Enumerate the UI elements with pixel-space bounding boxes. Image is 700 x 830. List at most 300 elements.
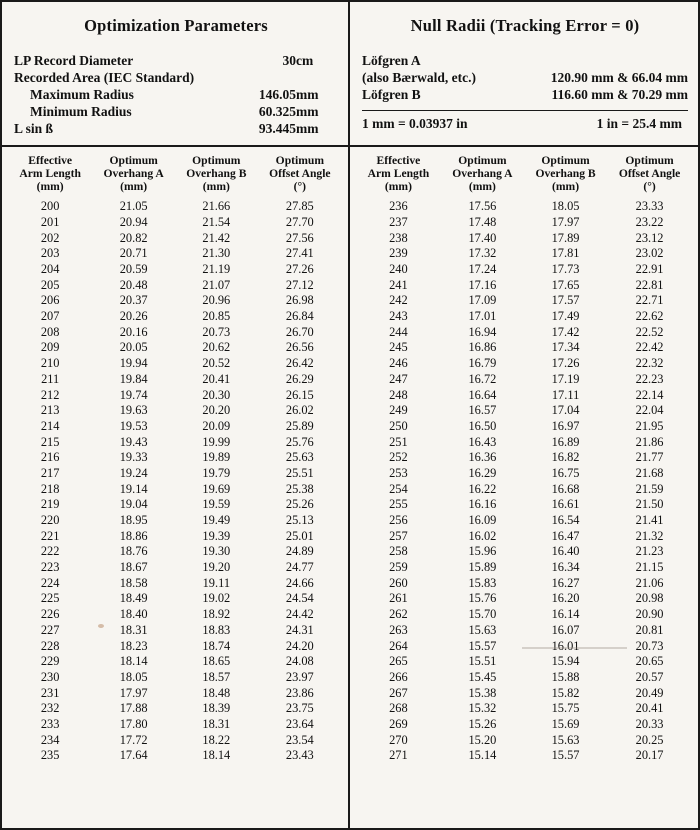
optimization-parameters-title: Optimization Parameters — [84, 16, 268, 35]
cell-offset-angle: 23.97 — [285, 669, 314, 684]
table-row — [8, 356, 342, 372]
table-row — [8, 466, 342, 482]
cell-overhang-b: 19.30 — [202, 544, 231, 559]
param-row — [14, 86, 338, 103]
table-row — [356, 717, 692, 733]
cell-offset-angle: 23.75 — [285, 701, 314, 716]
cell-overhang-b: 20.20 — [202, 403, 231, 418]
cell-arm-length: 217 — [40, 465, 60, 480]
cell-overhang-a: 17.64 — [119, 748, 148, 763]
cell-offset-angle: 21.95 — [635, 418, 664, 433]
table-row — [8, 623, 342, 639]
header-unit: (mm) — [384, 179, 412, 193]
cell-arm-length: 240 — [389, 262, 408, 277]
cell-overhang-a: 17.16 — [468, 277, 497, 292]
cell-arm-length: 222 — [40, 544, 60, 559]
cell-overhang-a: 15.45 — [468, 669, 497, 684]
cell-arm-length: 236 — [389, 199, 408, 214]
cell-overhang-b: 18.74 — [202, 638, 231, 653]
table-row — [8, 215, 342, 231]
optimization-parameters-panel — [2, 2, 350, 145]
cell-arm-length: 245 — [389, 340, 408, 355]
table-row — [8, 497, 342, 513]
cell-arm-length: 208 — [40, 324, 60, 339]
cell-overhang-b: 17.81 — [551, 246, 580, 261]
cell-offset-angle: 22.23 — [635, 371, 664, 386]
cell-offset-angle: 22.04 — [635, 403, 664, 418]
cell-arm-length: 244 — [389, 324, 408, 339]
cell-offset-angle: 21.86 — [635, 434, 664, 449]
cell-arm-length: 226 — [40, 607, 60, 622]
cell-overhang-b: 18.48 — [202, 685, 231, 700]
cell-arm-length: 262 — [389, 607, 408, 622]
param-row — [14, 69, 338, 86]
param-label: Maximum Radius — [30, 86, 134, 102]
cell-offset-angle: 23.33 — [635, 199, 664, 214]
cell-overhang-a: 16.72 — [468, 371, 497, 386]
header-line1: Optimum — [109, 154, 158, 167]
table-row — [8, 324, 342, 340]
cell-offset-angle: 27.56 — [285, 230, 314, 245]
cell-overhang-a: 15.14 — [468, 748, 497, 763]
param-unit: mm — [296, 86, 319, 102]
cell-overhang-a: 17.40 — [468, 230, 497, 245]
cell-arm-length: 249 — [389, 403, 408, 418]
cell-offset-angle: 24.42 — [285, 607, 314, 622]
cell-arm-length: 248 — [389, 387, 408, 402]
cell-overhang-b: 21.42 — [202, 230, 231, 245]
table-row — [356, 324, 692, 340]
header-line2: Arm Length — [19, 166, 81, 180]
table-row — [8, 748, 342, 764]
cell-offset-angle: 26.70 — [285, 324, 314, 339]
param-value: 146.05 — [258, 86, 296, 102]
cell-overhang-a: 16.16 — [468, 497, 497, 512]
cell-arm-length: 220 — [40, 513, 60, 528]
cell-arm-length: 200 — [40, 199, 60, 214]
table-row — [356, 748, 692, 764]
null-value: 116.60 mm & 70.29 mm — [551, 86, 688, 102]
table-row — [8, 372, 342, 388]
cell-arm-length: 218 — [40, 481, 60, 496]
cell-overhang-a: 20.05 — [119, 340, 148, 355]
cell-offset-angle: 22.42 — [635, 340, 664, 355]
cell-arm-length: 202 — [40, 230, 60, 245]
cell-overhang-b: 21.19 — [202, 262, 231, 277]
cell-overhang-a: 15.63 — [468, 622, 497, 637]
cell-offset-angle: 25.38 — [285, 481, 314, 496]
cell-offset-angle: 26.29 — [285, 371, 314, 386]
cell-overhang-b: 21.54 — [202, 214, 231, 229]
cell-arm-length: 225 — [40, 591, 60, 606]
unit-conversion-row — [362, 110, 688, 132]
cell-overhang-a: 17.32 — [468, 246, 497, 261]
param-unit: mm — [296, 120, 319, 136]
cell-offset-angle: 22.81 — [635, 277, 664, 292]
param-label: LP Record Diameter — [14, 52, 134, 68]
cell-overhang-b: 19.02 — [202, 591, 231, 606]
table-row — [356, 309, 692, 325]
cell-overhang-b: 17.89 — [551, 230, 580, 245]
cell-overhang-a: 17.56 — [468, 199, 497, 214]
cell-offset-angle: 27.41 — [285, 246, 314, 261]
table-row — [8, 387, 342, 403]
cell-overhang-b: 16.97 — [551, 418, 580, 433]
header-line1: Optimum — [458, 154, 507, 167]
cell-overhang-b: 20.85 — [202, 309, 231, 324]
cell-arm-length: 214 — [40, 418, 60, 433]
table-row — [356, 513, 692, 529]
cell-arm-length: 250 — [389, 418, 408, 433]
header-overhang-a — [441, 153, 524, 199]
cell-overhang-b: 16.34 — [551, 560, 580, 575]
cell-arm-length: 243 — [389, 309, 408, 324]
cell-offset-angle: 20.25 — [635, 732, 664, 747]
header-overhang-b — [175, 153, 258, 199]
cell-offset-angle: 26.84 — [285, 309, 314, 324]
cell-offset-angle: 24.77 — [285, 560, 314, 575]
cell-arm-length: 210 — [40, 356, 60, 371]
param-unit — [296, 69, 338, 86]
cell-arm-length: 204 — [40, 262, 60, 277]
cell-overhang-a: 16.43 — [468, 434, 497, 449]
table-row — [356, 591, 692, 607]
cell-arm-length: 241 — [389, 277, 408, 292]
header-line2: Offset Angle — [269, 166, 331, 180]
table-row — [356, 701, 692, 717]
header-unit: (mm) — [468, 179, 496, 193]
cell-offset-angle: 20.17 — [635, 748, 664, 763]
table-row — [356, 293, 692, 309]
param-unit: cm — [296, 52, 314, 68]
data-column-left — [2, 147, 350, 828]
cell-offset-angle: 26.56 — [285, 340, 314, 355]
cell-arm-length: 260 — [389, 575, 408, 590]
paper-crease — [522, 647, 627, 649]
cell-offset-angle: 23.22 — [635, 214, 664, 229]
table-row — [356, 670, 692, 686]
cell-offset-angle: 24.89 — [285, 544, 314, 559]
cell-overhang-b: 15.94 — [551, 654, 580, 669]
table-row — [356, 528, 692, 544]
table-row — [356, 246, 692, 262]
table-row — [8, 450, 342, 466]
cell-overhang-b: 16.14 — [551, 607, 580, 622]
header-line1: Optimum — [275, 154, 324, 167]
table-row — [8, 340, 342, 356]
table-row — [8, 528, 342, 544]
cell-overhang-b: 18.14 — [202, 748, 231, 763]
cell-arm-length: 209 — [40, 340, 60, 355]
cell-overhang-a: 16.57 — [468, 403, 497, 418]
header-unit: (mm) — [36, 179, 64, 193]
header-effective-arm-length — [356, 153, 441, 199]
cell-offset-angle: 23.12 — [635, 230, 664, 245]
cell-overhang-b: 20.96 — [202, 293, 231, 308]
cell-overhang-b: 19.39 — [202, 528, 231, 543]
cell-offset-angle: 27.26 — [285, 262, 314, 277]
cell-overhang-b: 17.11 — [551, 387, 580, 402]
cell-overhang-b: 19.89 — [202, 450, 231, 465]
cell-overhang-b: 16.89 — [551, 434, 580, 449]
cell-overhang-a: 16.09 — [468, 513, 497, 528]
cell-overhang-a: 16.22 — [468, 481, 497, 496]
cell-overhang-b: 16.07 — [551, 622, 580, 637]
table-row — [8, 262, 342, 278]
table-row — [356, 450, 692, 466]
table-row — [8, 246, 342, 262]
table-row — [8, 293, 342, 309]
cell-overhang-b: 17.42 — [551, 324, 580, 339]
null-label: Löfgren B — [362, 86, 421, 102]
table-row — [8, 277, 342, 293]
cell-arm-length: 201 — [40, 214, 60, 229]
null-row — [362, 52, 688, 69]
cell-arm-length: 203 — [40, 246, 60, 261]
cell-overhang-b: 19.99 — [202, 434, 231, 449]
cell-offset-angle: 27.85 — [285, 199, 314, 214]
cell-overhang-a: 18.76 — [119, 544, 148, 559]
cell-overhang-a: 17.24 — [468, 262, 497, 277]
cell-overhang-b: 17.19 — [551, 371, 580, 386]
table-row — [356, 560, 692, 576]
header-line2: Arm Length — [367, 166, 430, 180]
cell-offset-angle: 23.02 — [635, 246, 664, 261]
cell-overhang-a: 15.76 — [468, 591, 497, 606]
header-overhang-b — [524, 153, 607, 199]
null-value — [510, 52, 688, 69]
cell-overhang-a: 18.23 — [119, 638, 148, 653]
param-value: 93.445 — [258, 120, 296, 136]
table-row — [356, 340, 692, 356]
cell-overhang-b: 15.69 — [551, 716, 580, 731]
header-line1: Optimum — [625, 154, 674, 167]
param-row — [14, 52, 338, 69]
cell-arm-length: 251 — [389, 434, 408, 449]
cell-overhang-b: 15.82 — [551, 685, 580, 700]
cell-offset-angle: 21.32 — [635, 528, 664, 543]
cell-offset-angle: 20.90 — [635, 607, 664, 622]
cell-overhang-b: 18.05 — [551, 199, 580, 214]
cell-overhang-b: 17.57 — [551, 293, 580, 308]
cell-overhang-b: 16.01 — [551, 638, 580, 653]
cell-overhang-b: 20.09 — [202, 418, 231, 433]
data-column-right — [350, 147, 698, 828]
cell-overhang-b: 19.69 — [202, 481, 231, 496]
cell-offset-angle: 22.32 — [635, 356, 664, 371]
cell-arm-length: 205 — [40, 277, 60, 292]
cell-overhang-a: 17.48 — [468, 214, 497, 229]
cell-arm-length: 247 — [389, 371, 408, 386]
header-unit: (mm) — [120, 179, 148, 193]
cell-offset-angle: 22.91 — [635, 262, 664, 277]
cell-arm-length: 271 — [389, 748, 408, 763]
cell-overhang-a: 18.31 — [119, 622, 148, 637]
cell-overhang-a: 15.20 — [468, 732, 497, 747]
cell-arm-length: 207 — [40, 309, 60, 324]
cell-offset-angle: 25.51 — [285, 465, 314, 480]
cell-offset-angle: 23.86 — [285, 685, 314, 700]
cell-overhang-b: 16.82 — [551, 450, 580, 465]
cell-arm-length: 231 — [40, 685, 60, 700]
cell-arm-length: 233 — [40, 716, 60, 731]
cell-overhang-a: 19.94 — [119, 356, 148, 371]
cell-overhang-a: 18.86 — [119, 528, 148, 543]
cell-arm-length: 256 — [389, 513, 408, 528]
cell-overhang-a: 19.84 — [119, 371, 148, 386]
cell-overhang-b: 20.73 — [202, 324, 231, 339]
cell-arm-length: 224 — [40, 575, 60, 590]
cell-overhang-b: 16.54 — [551, 513, 580, 528]
cell-overhang-a: 20.94 — [119, 214, 148, 229]
cell-offset-angle: 25.89 — [285, 418, 314, 433]
cell-overhang-a: 18.14 — [119, 654, 148, 669]
cell-offset-angle: 27.12 — [285, 277, 314, 292]
cell-overhang-b: 16.27 — [551, 575, 580, 590]
table-row — [8, 607, 342, 623]
cell-overhang-a: 19.04 — [119, 497, 148, 512]
cell-overhang-b: 15.57 — [551, 748, 580, 763]
cell-overhang-b: 21.66 — [202, 199, 231, 214]
cell-overhang-a: 17.01 — [468, 309, 497, 324]
table-row — [8, 717, 342, 733]
cell-offset-angle: 24.31 — [285, 622, 314, 637]
cell-overhang-a: 16.94 — [468, 324, 497, 339]
cell-overhang-a: 18.05 — [119, 669, 148, 684]
cell-overhang-a: 17.72 — [119, 732, 148, 747]
cell-overhang-a: 18.58 — [119, 575, 148, 590]
cell-overhang-b: 17.04 — [551, 403, 580, 418]
cell-overhang-a: 16.79 — [468, 356, 497, 371]
table-row — [8, 544, 342, 560]
table-row — [356, 215, 692, 231]
cell-overhang-b: 18.92 — [202, 607, 231, 622]
cell-arm-length: 227 — [40, 622, 60, 637]
cell-overhang-b: 19.79 — [202, 465, 231, 480]
cell-offset-angle: 25.01 — [285, 528, 314, 543]
cell-overhang-a: 20.48 — [119, 277, 148, 292]
cell-overhang-a: 16.29 — [468, 465, 497, 480]
cell-overhang-b: 17.34 — [551, 340, 580, 355]
cell-overhang-a: 20.82 — [119, 230, 148, 245]
cell-overhang-b: 20.52 — [202, 356, 231, 371]
cell-offset-angle: 21.15 — [635, 560, 664, 575]
table-row — [356, 497, 692, 513]
header-offset-angle — [607, 153, 692, 199]
table-row — [356, 387, 692, 403]
cell-offset-angle: 27.70 — [285, 214, 314, 229]
table-row — [8, 560, 342, 576]
cell-offset-angle: 25.76 — [285, 434, 314, 449]
header-line1: Effective — [376, 154, 421, 167]
cell-overhang-b: 17.97 — [551, 214, 580, 229]
cell-overhang-b: 17.73 — [551, 262, 580, 277]
cell-overhang-b: 18.65 — [202, 654, 231, 669]
cell-arm-length: 270 — [389, 732, 408, 747]
cell-arm-length: 264 — [389, 638, 408, 653]
cell-offset-angle: 20.65 — [635, 654, 664, 669]
cell-arm-length: 246 — [389, 356, 408, 371]
cell-offset-angle: 20.73 — [635, 638, 664, 653]
optimization-parameters-table — [14, 52, 338, 137]
cell-arm-length: 259 — [389, 560, 408, 575]
cell-overhang-b: 16.68 — [551, 481, 580, 496]
header-unit: (mm) — [552, 179, 580, 193]
cell-overhang-b: 16.47 — [551, 528, 580, 543]
cell-arm-length: 258 — [389, 544, 408, 559]
cell-overhang-a: 18.40 — [119, 607, 148, 622]
cell-overhang-a: 15.57 — [468, 638, 497, 653]
cell-arm-length: 223 — [40, 560, 60, 575]
cell-arm-length: 213 — [40, 403, 60, 418]
table-row — [8, 434, 342, 450]
cell-overhang-b: 17.49 — [551, 309, 580, 324]
cell-arm-length: 237 — [389, 214, 408, 229]
table-row — [8, 199, 342, 215]
param-value: 60.325 — [258, 103, 296, 119]
table-row — [356, 575, 692, 591]
cell-overhang-a: 20.26 — [119, 309, 148, 324]
alignment-table-right — [356, 153, 692, 764]
cell-offset-angle: 22.52 — [635, 324, 664, 339]
cell-overhang-b: 18.57 — [202, 669, 231, 684]
header-line2: Offset Angle — [618, 166, 681, 180]
header-overhang-a — [92, 153, 175, 199]
cell-overhang-b: 15.88 — [551, 669, 580, 684]
cell-overhang-a: 15.38 — [468, 685, 497, 700]
cell-offset-angle: 22.71 — [635, 293, 664, 308]
cell-overhang-a: 19.74 — [119, 387, 148, 402]
cell-arm-length: 206 — [40, 293, 60, 308]
header-effective-arm-length — [8, 153, 92, 199]
cell-offset-angle: 20.49 — [635, 685, 664, 700]
cell-overhang-a: 20.37 — [119, 293, 148, 308]
cell-arm-length: 212 — [40, 387, 60, 402]
table-row — [356, 434, 692, 450]
cell-overhang-b: 16.61 — [551, 497, 580, 512]
cell-offset-angle: 24.66 — [285, 575, 314, 590]
cell-offset-angle: 21.77 — [635, 450, 664, 465]
cell-overhang-a: 15.83 — [468, 575, 497, 590]
alignment-table-left — [8, 153, 342, 764]
cell-offset-angle: 23.54 — [285, 732, 314, 747]
cell-offset-angle: 20.41 — [635, 701, 664, 716]
header-unit: (°) — [293, 179, 306, 193]
cell-offset-angle: 25.26 — [285, 497, 314, 512]
table-row — [356, 403, 692, 419]
cell-overhang-b: 20.62 — [202, 340, 231, 355]
cell-offset-angle: 24.54 — [285, 591, 314, 606]
cell-arm-length: 232 — [40, 701, 60, 716]
table-row — [8, 513, 342, 529]
cell-arm-length: 229 — [40, 654, 60, 669]
cell-overhang-b: 20.30 — [202, 387, 231, 402]
cell-offset-angle: 26.15 — [285, 387, 314, 402]
data-section — [2, 147, 698, 828]
table-row — [8, 403, 342, 419]
cell-arm-length: 230 — [40, 669, 60, 684]
param-value: 30 — [282, 52, 296, 68]
param-row — [14, 103, 338, 120]
null-label: (also Bærwald, etc.) — [362, 69, 476, 85]
cell-arm-length: 216 — [40, 450, 60, 465]
cell-overhang-b: 18.83 — [202, 622, 231, 637]
table-row — [356, 544, 692, 560]
table-row — [8, 309, 342, 325]
null-label: Löfgren A — [362, 52, 421, 68]
table-row — [356, 481, 692, 497]
table-row — [8, 591, 342, 607]
